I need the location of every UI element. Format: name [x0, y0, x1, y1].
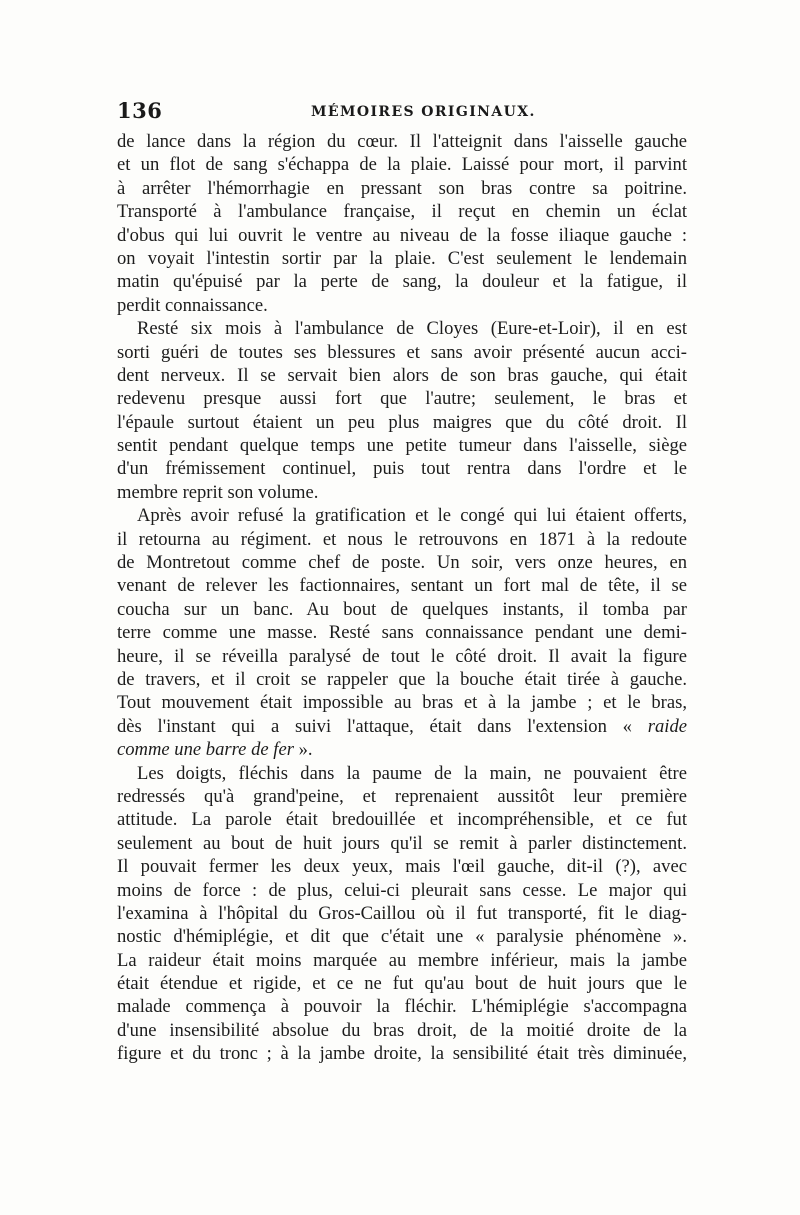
text-line: à arrêter l'hémorrhagie en pressant son bras contre sa poitrine.: [117, 177, 687, 199]
text-line: Resté six mois à l'ambulance de Cloyes (Eure-et-Loir), il en est: [137, 318, 687, 340]
text-line: l'épaule surtout étaient un peu plus maigres que du côté droit. Il: [117, 411, 687, 433]
text-line: nostic d'hémiplégie, et dit que c'était une « paralysie phénomène ».: [117, 926, 687, 948]
text-line: heure, il se réveilla paralysé de tout le côté droit. Il avait la figure: [117, 645, 687, 667]
text-line: Tout mouvement était impossible au bras et à la jambe ; et le bras,: [117, 692, 687, 714]
text-line: perdit connaissance.: [117, 294, 268, 316]
text-line: de lance dans la région du cœur. Il l'atteignit dans l'aisselle gauche: [117, 131, 687, 152]
text-line: d'obus qui lui ouvrit le ventre au niveau de la fosse iliaque gauche :: [117, 224, 687, 246]
text-line: Les doigts, fléchis dans la paume de la main, ne pouvaient être: [137, 762, 687, 784]
text-line: malade commença à pouvoir la fléchir. L'hémiplégie s'accompagna: [117, 996, 687, 1018]
text-segment: dès l'instant qui a suivi l'attaque, était dans l'extension «: [117, 715, 648, 737]
text-segment: ».: [293, 739, 313, 761]
text-line: venant de relever les factionnaires, sentant un fort mal de tête, il se: [117, 575, 687, 597]
text-line: de travers, et il croit se rappeler que la bouche était tirée à gauche.: [117, 668, 687, 690]
text-line: moins de force : de plus, celui-ci pleurait sans cesse. Le major qui: [117, 879, 687, 901]
italic-quote: comme une barre de fer: [117, 739, 294, 761]
text-line: et un flot de sang s'échappa de la plaie. Laissé pour mort, il parvint: [117, 154, 687, 176]
text-line: membre reprit son volume.: [117, 481, 319, 503]
text-line: matin qu'épuisé par la perte de sang, la douleur et la fatigue, il: [117, 271, 687, 293]
text-line: [117, 738, 687, 761]
text-line: coucha sur un banc. Au bout de quelques instants, il tomba par: [117, 598, 687, 620]
page-header: [117, 98, 687, 128]
text-line: attitude. La parole était bredouillée et incompréhensible, et ce fut: [117, 809, 687, 831]
running-title: MÉMOIRES ORIGINAUX.: [311, 104, 536, 120]
text-line: dent nerveux. Il se servait bien alors de son bras gauche, qui était: [117, 364, 687, 386]
text-line: figure et du tronc ; à la jambe droite, la sensibilité était très diminuée,: [117, 1043, 687, 1065]
body-text: [117, 130, 687, 1066]
text-line: sentit pendant quelque temps une petite tumeur dans l'aisselle, siège: [117, 435, 687, 457]
text-line: d'un frémissement continuel, puis tout rentra dans l'ordre et le: [117, 458, 687, 480]
text-line: Après avoir refusé la gratification et le congé qui lui étaient offerts,: [137, 505, 687, 527]
text-line: de Montretout comme chef de poste. Un soir, vers onze heures, en: [117, 552, 687, 574]
text-line: terre comme une masse. Resté sans connaissance pendant une demi-: [117, 622, 687, 644]
text-line: sorti guéri de toutes ses blessures et sans avoir présenté aucun acci-: [117, 341, 687, 363]
text-line: on voyait l'intestin sortir par la plaie. C'est seulement le lendemain: [117, 247, 687, 269]
text-line: l'examina à l'hôpital du Gros-Caillou où il fut transporté, fit le diag-: [117, 902, 687, 924]
text-line: Il pouvait fermer les deux yeux, mais l'œil gauche, dit-il (?), avec: [117, 856, 687, 878]
text-line: redressés qu'à grand'peine, et reprenaient aussitôt leur première: [117, 785, 687, 807]
text-line: était étendue et rigide, et ce ne fut qu'au bout de huit jours que le: [117, 973, 687, 995]
text-line: seulement au bout de huit jours qu'il se remit à parler distinctement.: [117, 832, 687, 854]
page-number: 136: [117, 98, 163, 123]
text-line: il retourna au régiment. et nous le retrouvons en 1871 à la redoute: [117, 528, 687, 550]
text-line: [117, 715, 687, 738]
text-line: redevenu presque aussi fort que l'autre; seulement, le bras et: [117, 388, 687, 410]
italic-quote: raide: [647, 715, 687, 737]
text-line: d'une insensibilité absolue du bras droit, de la moitié droite de la: [117, 1019, 687, 1041]
text-line: Transporté à l'ambulance française, il reçut en chemin un éclat: [117, 201, 687, 223]
text-line: La raideur était moins marquée au membre inférieur, mais la jambe: [117, 949, 687, 971]
